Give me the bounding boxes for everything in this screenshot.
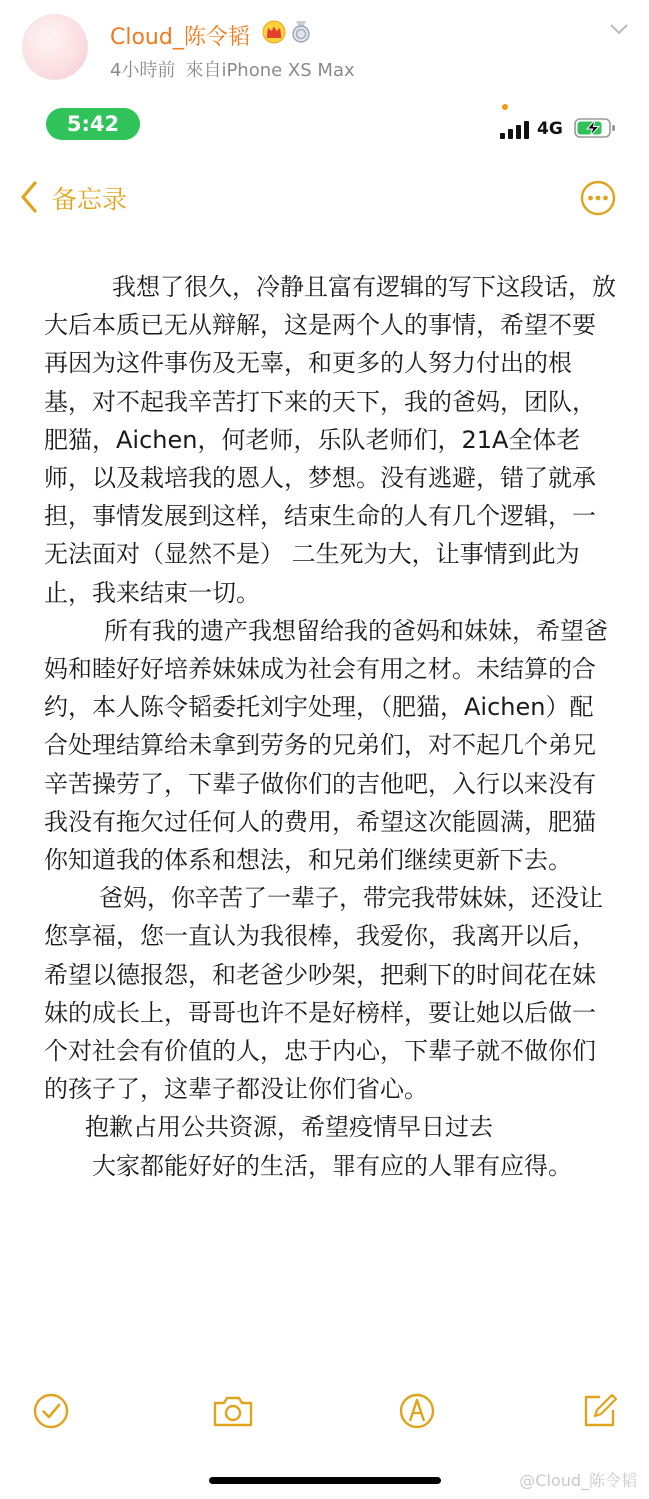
post-time: 4小時前 — [110, 60, 176, 81]
post-source: 來自iPhone XS Max — [185, 60, 355, 81]
compose-icon[interactable] — [580, 1392, 618, 1430]
battery-charging-icon — [574, 117, 616, 139]
status-time[interactable]: 5:42 — [46, 108, 140, 140]
medal-icon[interactable] — [289, 20, 313, 44]
note-paragraph: 我想了很久，冷静且富有逻辑的写下这段话，放大后本质已无从辩解，这是两个人的事情，希望不要再因为这件事伤及无辜，和更多的人努力付出的根基，对不起我辛苦打下来的天下，我的爸妈，团队，肥猫，Aichen，何老师，乐队老师们，21A全体老师，以及栽培我的恩人，梦想。没有逃避，错了就承担，事情发展到这样，结束生命的人有几个逻辑，一无法面对（显然不是） 二生死为大，让事情到此为止，我来结束一切。 — [44, 273, 616, 607]
note-paragraph: 抱歉占用公共资源，希望疫情早日过去 — [85, 1113, 493, 1142]
home-indicator[interactable] — [209, 1477, 441, 1484]
back-chevron-icon[interactable] — [18, 180, 40, 214]
markup-icon[interactable] — [398, 1392, 436, 1430]
checklist-icon[interactable] — [32, 1392, 70, 1430]
back-button[interactable]: 备忘录 — [52, 185, 128, 214]
watermark: @Cloud_陈令韬 — [519, 1471, 637, 1490]
more-options-icon[interactable] — [580, 180, 616, 216]
recording-dot — [502, 104, 508, 110]
signal-icon — [500, 121, 530, 139]
note-body[interactable] — [44, 268, 616, 1185]
post-meta — [110, 56, 355, 82]
username[interactable]: Cloud_陈令韬 — [110, 25, 250, 50]
note-paragraph: 爸妈，你辛苦了一辈子，带完我带妹妹，还没让您享福，您一直认为我很棒，我爱你，我离开以后，希望以德报怨，和老爸少吵架，把剩下的时间花在妹妹的成长上，哥哥也许不是好榜样，要让她以后做一个对社会有价值的人，忠于内心，下辈子就不做你们的孩子了，这辈子都没让你们省心。 — [44, 884, 603, 1104]
note-paragraph: 大家都能好好的生活，罪有应的人罪有应得。 — [92, 1151, 572, 1180]
chevron-down-icon[interactable] — [609, 22, 629, 36]
crown-icon[interactable] — [262, 20, 286, 44]
note-paragraph: 所有我的遗产我想留给我的爸妈和妹妹，希望爸妈和睦好好培养妹妹成为社会有用之材。未结算的合约，本人陈令韬委托刘宇处理，（肥猫，Aichen）配合处理结算给未拿到劳务的兄弟们，对不起几个弟兄辛苦操劳了，下辈子做你们的吉他吧，入行以来没有我没有拖欠过任何人的费用，希望这次能圆满，肥猫你知道我的体系和想法，和兄弟们继续更新下去。 — [44, 616, 608, 875]
avatar[interactable] — [22, 14, 88, 80]
network-type: 4G — [537, 119, 563, 139]
camera-icon[interactable] — [212, 1392, 254, 1430]
